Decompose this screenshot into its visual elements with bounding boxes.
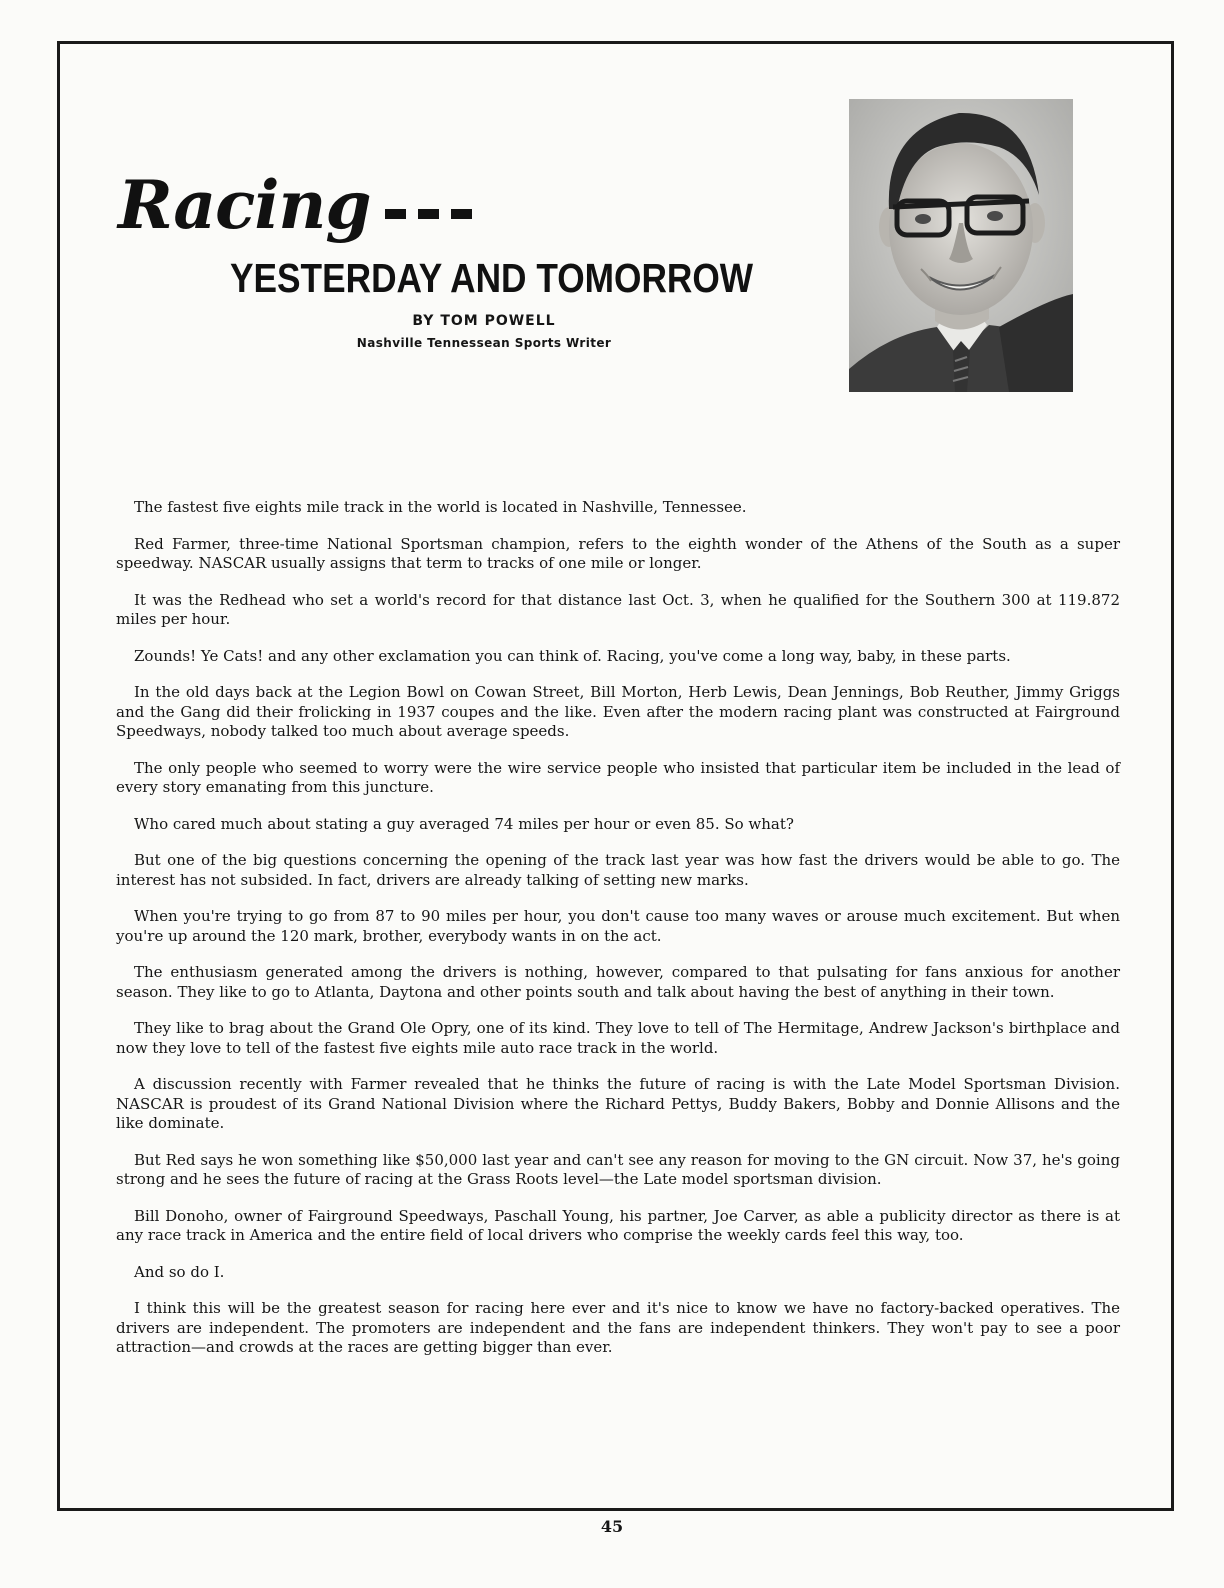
title-dash xyxy=(418,209,439,219)
title-main: Racing xyxy=(118,166,371,244)
author-byline: BY TOM POWELL xyxy=(412,313,556,329)
page-number: 45 xyxy=(600,1517,624,1536)
article-body xyxy=(116,498,1120,1375)
article-paragraph: And so do I. xyxy=(134,1262,225,1281)
article-paragraph: It was the Redhead who set a world's record for that distance last Oct. 3, when he qualified for the Southern 300 at 119.872 miles per hour. xyxy=(116,590,1120,628)
article-paragraph: Red Farmer, three-time National Sportsman champion, refers to the eighth wonder of the Athens of the South as a super speedway. NASCAR usually assigns that term to tracks of one mile or longer. xyxy=(116,534,1120,572)
article-paragraph: Who cared much about stating a guy averaged 74 miles per hour or even 85. So what? xyxy=(134,814,794,833)
author-portrait xyxy=(849,99,1073,392)
article-paragraph: When you're trying to go from 87 to 90 miles per hour, you don't cause too many waves or arouse much excitement. But when you're up around the 120 mark, brother, everybody wants in on the act. xyxy=(116,907,1120,945)
title-dash xyxy=(451,209,472,219)
article-paragraph: The enthusiasm generated among the drivers is nothing, however, compared to that pulsating for fans anxious for another season. They like to go to Atlanta, Daytona and other points south and talk about having the best of anything in their town. xyxy=(116,963,1120,1001)
title-dash xyxy=(385,209,406,219)
article-paragraph: I think this will be the greatest season for racing here ever and it's nice to know we have no factory-backed operatives. The drivers are independent. The promoters are independent and the fans are independent thinkers. They won't pay to see a poor attraction—and crowds at the races are getting bigger than ever. xyxy=(116,1299,1120,1356)
article-paragraph: But Red says he won something like $50,000 last year and can't see any reason for moving to the GN circuit. Now 37, he's going strong and he sees the future of racing at the Grass Roots level—the Late model sportsman division. xyxy=(116,1150,1120,1188)
article-paragraph: Bill Donoho, owner of Fairground Speedways, Paschall Young, his partner, Joe Carver, as able a publicity director as there is at any race track in America and the entire field of local drivers who comprise the weekly cards feel this way, too. xyxy=(116,1206,1120,1244)
article-paragraph: A discussion recently with Farmer revealed that he thinks the future of racing is with the Late Model Sportsman Division. NASCAR is proudest of its Grand National Division where the Richard Pettys, Buddy Bakers, Bobby and Donnie Allisons and the like dominate. xyxy=(116,1075,1120,1132)
article-paragraph: But one of the big questions concerning the opening of the track last year was how fast the drivers would be able to go. The interest has not subsided. In fact, drivers are already talking of setting new marks. xyxy=(116,851,1120,889)
title-dashes xyxy=(385,209,472,219)
article-paragraph: The fastest five eights mile track in the world is located in Nashville, Tennessee. xyxy=(134,498,747,516)
author-affiliation: Nashville Tennessean Sports Writer xyxy=(356,336,612,350)
article-paragraph: In the old days back at the Legion Bowl on Cowan Street, Bill Morton, Herb Lewis, Dean Jennings, Bob Reuther, Jimmy Griggs and the Gang did their frolicking in 1937 coupes and the like. Even after the modern racing plant was constructed at Fairground Speedways, nobody talked too much about average speeds. xyxy=(116,683,1120,740)
article-paragraph: The only people who seemed to worry were the wire service people who insisted that particular item be included in the lead of every story emanating from this juncture. xyxy=(116,758,1120,796)
article-paragraph: They like to brag about the Grand Ole Opry, one of its kind. They love to tell of The Hermitage, Andrew Jackson's birthplace and now they love to tell of the fastest five eights mile auto race track in the world. xyxy=(116,1019,1120,1057)
title-subtitle: YESTERDAY AND TOMORROW xyxy=(230,255,754,301)
article-paragraph: Zounds! Ye Cats! and any other exclamation you can think of. Racing, you've come a long way, baby, in these parts. xyxy=(134,646,1011,665)
